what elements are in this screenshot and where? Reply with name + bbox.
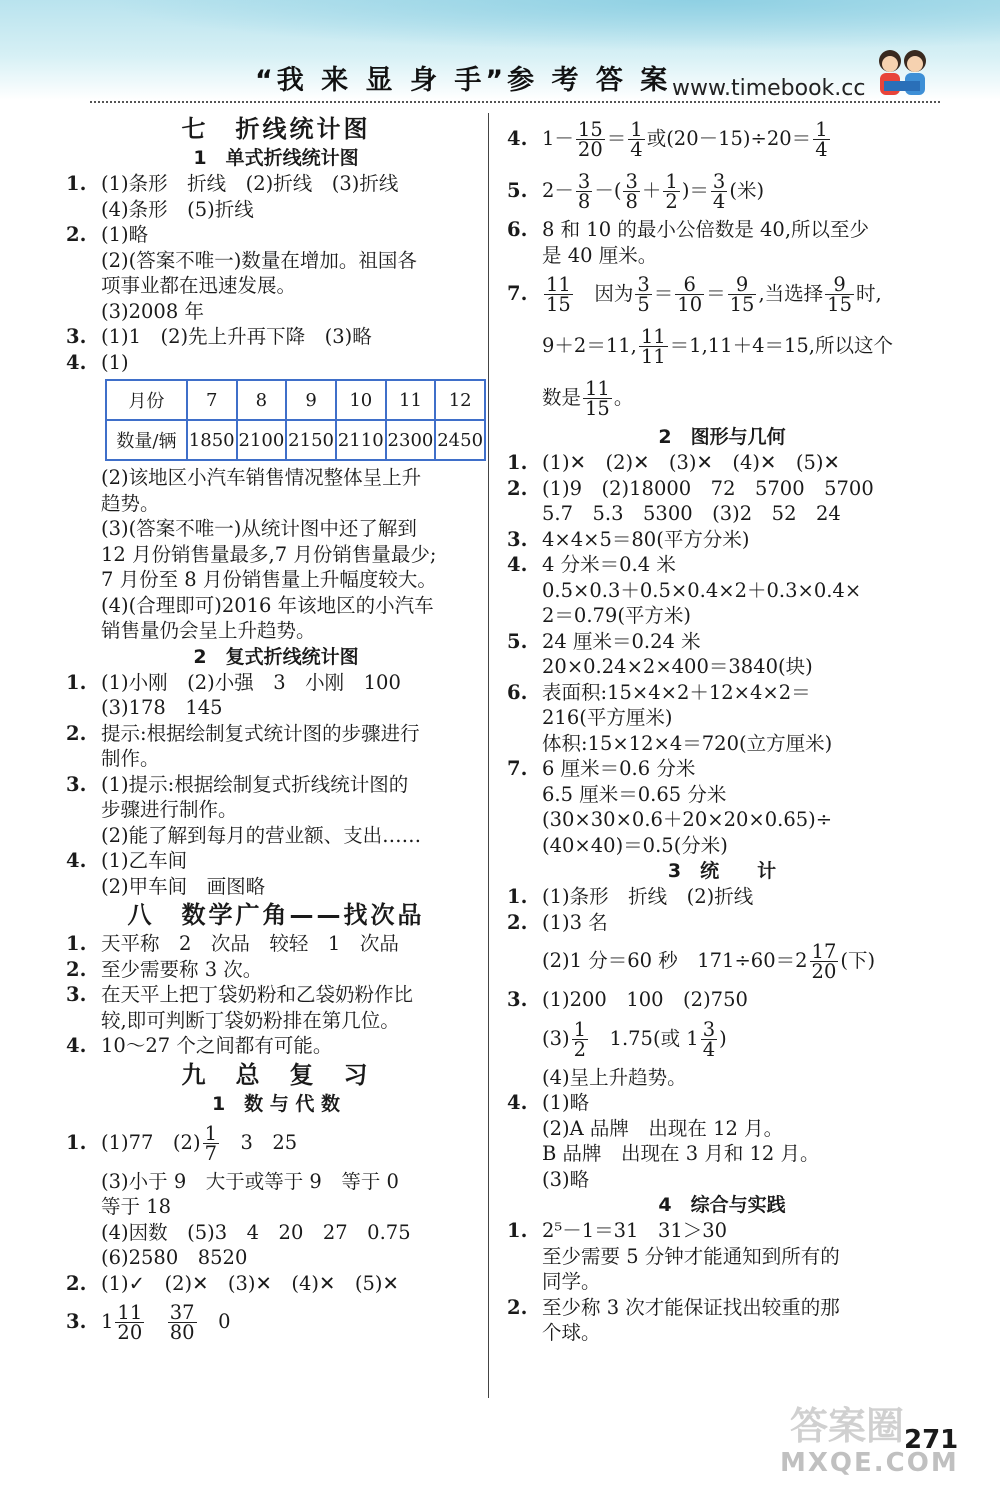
table-cell: 10 (336, 380, 386, 420)
answer-line: (2)能了解到每月的营业额、支出…… (101, 823, 422, 847)
answer-line: 2. 提示:根据绘制复式统计图的步骤进行 (66, 721, 420, 745)
answer-line: 至少需要 5 分钟才能通知到所有的 (542, 1244, 840, 1268)
fraction: $\frac{1}{7}$ (204, 1121, 217, 1165)
answer-line: 5. 24 厘米＝0.24 米 (507, 629, 701, 653)
answer-line: 数是 $\frac{11}{15}$ 。 (542, 377, 634, 420)
column-divider (488, 113, 489, 1398)
answer-line: (4)条形 (5)折线 (101, 197, 254, 221)
answer-line: 1. (1)条形 折线 (2)折线 (507, 885, 754, 908)
table-header-cell: 数量/辆 (106, 420, 187, 460)
answer-line: 6. 表面积:15×4×2＋12×4×2＝ (507, 680, 811, 704)
answer-line: (3)2008 年 (101, 299, 204, 323)
fraction: $\frac{3}{4}$ (712, 170, 726, 213)
header-url: www.timebook.cc (672, 76, 866, 101)
answer-line: 5.7 5.3 5300 (3)2 52 24 (542, 502, 841, 525)
answer-line: (4)(合理即可)2016 年该地区的小汽车 (101, 593, 434, 617)
answer-line: 0.5×0.3＋0.5×0.4×2＋0.3×0.4× (542, 578, 862, 602)
answer-line: 3. 在天平上把丁袋奶粉和乙袋奶粉作比 (66, 983, 414, 1006)
fraction: $\frac{11}{15}$ (546, 273, 571, 316)
sales-table (105, 379, 486, 461)
answer-line: 7. 6 厘米＝0.6 分米 (507, 757, 696, 780)
answer-line: 2. 至少需要称 3 次。 (66, 957, 263, 981)
fraction: $\frac{1}{4}$ (630, 118, 643, 161)
answer-line: 2. (1)9 (2)18000 72 5700 5700 (507, 476, 874, 500)
answer-line: 4. (1)略 (507, 1091, 590, 1114)
table-row (106, 380, 485, 420)
page-header-title: “我 来 显 身 手”参 考 答 案 (255, 65, 672, 96)
fraction: $\frac{11}{15}$ (585, 377, 610, 420)
answer-line: 12 月份销售量最多,7 月份销售量最少; (101, 542, 437, 566)
answer-line: (30×30×0.6＋20×20×0.65)÷ (542, 808, 833, 831)
answer-line: 同学。 (542, 1270, 601, 1293)
answer-line: 2. (1)略 (66, 223, 149, 246)
section-title: 4 综合与实践 (658, 1194, 786, 1216)
table-cell: 1850 (187, 420, 237, 460)
answer-line: (2)A 品牌 出现在 12 月。 (542, 1116, 784, 1140)
fraction: $\frac{1}{2}$ (573, 1017, 587, 1061)
table-cell: 7 (187, 380, 237, 420)
answer-line: 1. (1)小刚 (2)小强 3 小刚 100 (66, 670, 401, 694)
page-number: 271 (904, 1425, 959, 1455)
answer-line: 步骤进行制作。 (101, 798, 238, 821)
fraction: $\frac{11}{11}$ (640, 325, 666, 368)
chapter-7-title: 七 折线统计图 (181, 115, 371, 143)
answer-line: 7. $\frac{11}{15}$ 因为 $\frac{3}{5}$ ＝ $\frac{6}{10}$ ＝ $\frac{9}{15}$ ,当选择 $\frac{9}{15}$ 时, (507, 273, 882, 316)
answer-line: (3)略 (542, 1167, 590, 1191)
answer-line: 1. (1)✕ (2)✕ (3)✕ (4)✕ (5)✕ (507, 451, 840, 474)
answer-line: 较,即可判断丁袋奶粉排在第几位。 (101, 1008, 400, 1032)
fraction: $\frac{15}{20}$ (577, 118, 603, 161)
header-divider (90, 101, 940, 103)
answer-line: (2)甲车间 画图略 (101, 874, 266, 898)
answer-line: 20×0.24×2×400＝3840(块) (542, 655, 813, 678)
answer-line: (2)(答案不唯一)数量在增加。祖国各 (101, 248, 417, 272)
fraction: $\frac{9}{15}$ (729, 273, 755, 316)
answer-line: 制作。 (101, 747, 160, 770)
table-cell: 11 (386, 380, 436, 420)
answer-line: (3) $\frac{1}{2}$ 1.75(或 1 $\frac{3}{4}$ ) (542, 1017, 727, 1061)
fraction: $\frac{3}{4}$ (702, 1017, 716, 1061)
table-cell: 2100 (237, 420, 287, 460)
section-title: 1 数 与 代 数 (211, 1092, 341, 1115)
watermark-logo: 答案圈 (790, 1404, 905, 1448)
answer-line: (6)2580 8520 (101, 1246, 248, 1269)
answer-line: 1. 2⁵－1＝31 31＞30 (507, 1219, 728, 1242)
fraction: $\frac{17}{20}$ (811, 940, 837, 983)
answer-line: 等于 18 (101, 1195, 172, 1218)
fraction: $\frac{6}{10}$ (677, 273, 703, 316)
answer-line: 5. 2－ $\frac{3}{8}$ －( $\frac{3}{8}$ ＋ $\frac{1}{2}$ )＝ $\frac{3}{4}$ (米) (507, 170, 765, 213)
answer-line: (2)该地区小汽车销售情况整体呈上升 (101, 466, 422, 489)
answer-line: 9＋2＝11, $\frac{11}{11}$ ＝1,11＋4＝15,所以这个 (542, 325, 893, 368)
answer-line: (3)小于 9 大于或等于 9 等于 0 (101, 1169, 399, 1193)
answer-line: 6. 8 和 10 的最小公倍数是 40,所以至少 (507, 218, 870, 241)
answer-line: (40×40)＝0.5(分米) (542, 833, 728, 857)
answer-line: (3)178 145 (101, 696, 223, 719)
answer-line: 是 40 厘米。 (542, 243, 658, 267)
table-cell: 2450 (435, 420, 485, 460)
answer-line: 销售量仍会呈上升趋势。 (101, 619, 316, 642)
left-column (66, 113, 486, 1348)
fraction: $\frac{9}{15}$ (827, 273, 852, 316)
fraction: $\frac{37}{80}$ (169, 1301, 195, 1344)
fraction: $\frac{3}{5}$ (637, 273, 650, 316)
answer-line: 个球。 (542, 1321, 601, 1344)
answer-line: 7 月份至 8 月份销售量上升幅度较大。 (101, 568, 437, 591)
fraction: $\frac{11}{20}$ (117, 1301, 143, 1344)
answer-line: 6.5 厘米＝0.65 分米 (542, 782, 727, 806)
answer-line: 4. (1)乙车间 (66, 849, 188, 872)
section-title: 2 复式折线统计图 (193, 645, 359, 668)
answer-line: 3. 4×4×5＝80(平方分米) (507, 527, 750, 551)
answer-line: 2. (1)✓ (2)✕ (3)✕ (4)✕ (5)✕ (66, 1271, 399, 1295)
answer-line: 3. (1)1 (2)先上升再下降 (3)略 (66, 325, 372, 348)
table-cell: 8 (237, 380, 287, 420)
answer-line: (4)呈上升趋势。 (542, 1065, 687, 1089)
chapter-9-title: 九 总 复 习 (181, 1060, 371, 1089)
answer-line: 4. 4 分米＝0.4 米 (507, 553, 676, 576)
table-cell: 2150 (286, 420, 336, 460)
fraction: $\frac{3}{8}$ (577, 170, 591, 213)
answer-line: 1. 天平称 2 次品 较轻 1 次品 (66, 932, 399, 955)
fraction: $\frac{3}{8}$ (625, 170, 638, 213)
answer-line: 体积:15×12×4＝720(立方厘米) (542, 731, 833, 755)
table-row (106, 420, 485, 460)
answer-line: 3. 1 $\frac{11}{20}$ $\frac{37}{80}$ 0 (66, 1301, 231, 1344)
kids-illustration-icon (870, 45, 935, 103)
answer-line: 4. 10～27 个之间都有可能。 (66, 1034, 333, 1057)
table-cell: 2110 (336, 420, 386, 460)
section-title: 1 单式折线统计图 (193, 147, 359, 169)
chapter-8-title: 八 数学广角——找次品 (127, 901, 425, 929)
answer-line: (2)1 分＝60 秒 171÷60＝2 $\frac{17}{20}$ (下) (542, 940, 876, 983)
answer-line: 4. 1－ $\frac{15}{20}$ ＝ $\frac{1}{4}$ 或(20－15)÷20＝ $\frac{1}{4}$ (507, 118, 828, 161)
answer-line: 趋势。 (101, 491, 160, 515)
table-cell: 9 (286, 380, 336, 420)
answer-line: 2. (1)3 名 (507, 910, 608, 934)
answer-line: 1. (1)77 (2) $\frac{1}{7}$ 3 25 (66, 1121, 298, 1165)
answer-line: (3)(答案不唯一)从统计图中还了解到 (101, 517, 417, 540)
answer-line: 1. (1)条形 折线 (2)折线 (3)折线 (66, 172, 399, 195)
fraction: $\frac{1}{2}$ (665, 170, 678, 213)
section-title: 3 统 计 (667, 860, 777, 882)
answer-line: 216(平方厘米) (542, 706, 673, 729)
answer-line: 4. (1) (66, 350, 129, 374)
answer-line: (4)因数 (5)3 4 20 27 0.75 (101, 1220, 411, 1244)
answer-line: 2＝0.79(平方米) (542, 604, 692, 627)
answer-line: 2. 至少称 3 次才能保证找出较重的那 (507, 1295, 840, 1319)
right-column (507, 113, 937, 1346)
watermark-url: MXQE.COM (780, 1448, 959, 1478)
table-header-cell: 月份 (106, 380, 187, 420)
answer-line: 3. (1)提示:根据绘制复式折线统计图的 (66, 772, 409, 796)
answer-line: B 品牌 出现在 3 月和 12 月。 (542, 1142, 820, 1165)
section-title: 2 图形与几何 (658, 426, 786, 448)
fraction: $\frac{1}{4}$ (815, 118, 828, 161)
table-cell: 12 (435, 380, 485, 420)
answer-line: 3. (1)200 100 (2)750 (507, 988, 748, 1011)
table-cell: 2300 (386, 420, 436, 460)
answer-line: 项事业都在迅速发展。 (101, 274, 297, 297)
